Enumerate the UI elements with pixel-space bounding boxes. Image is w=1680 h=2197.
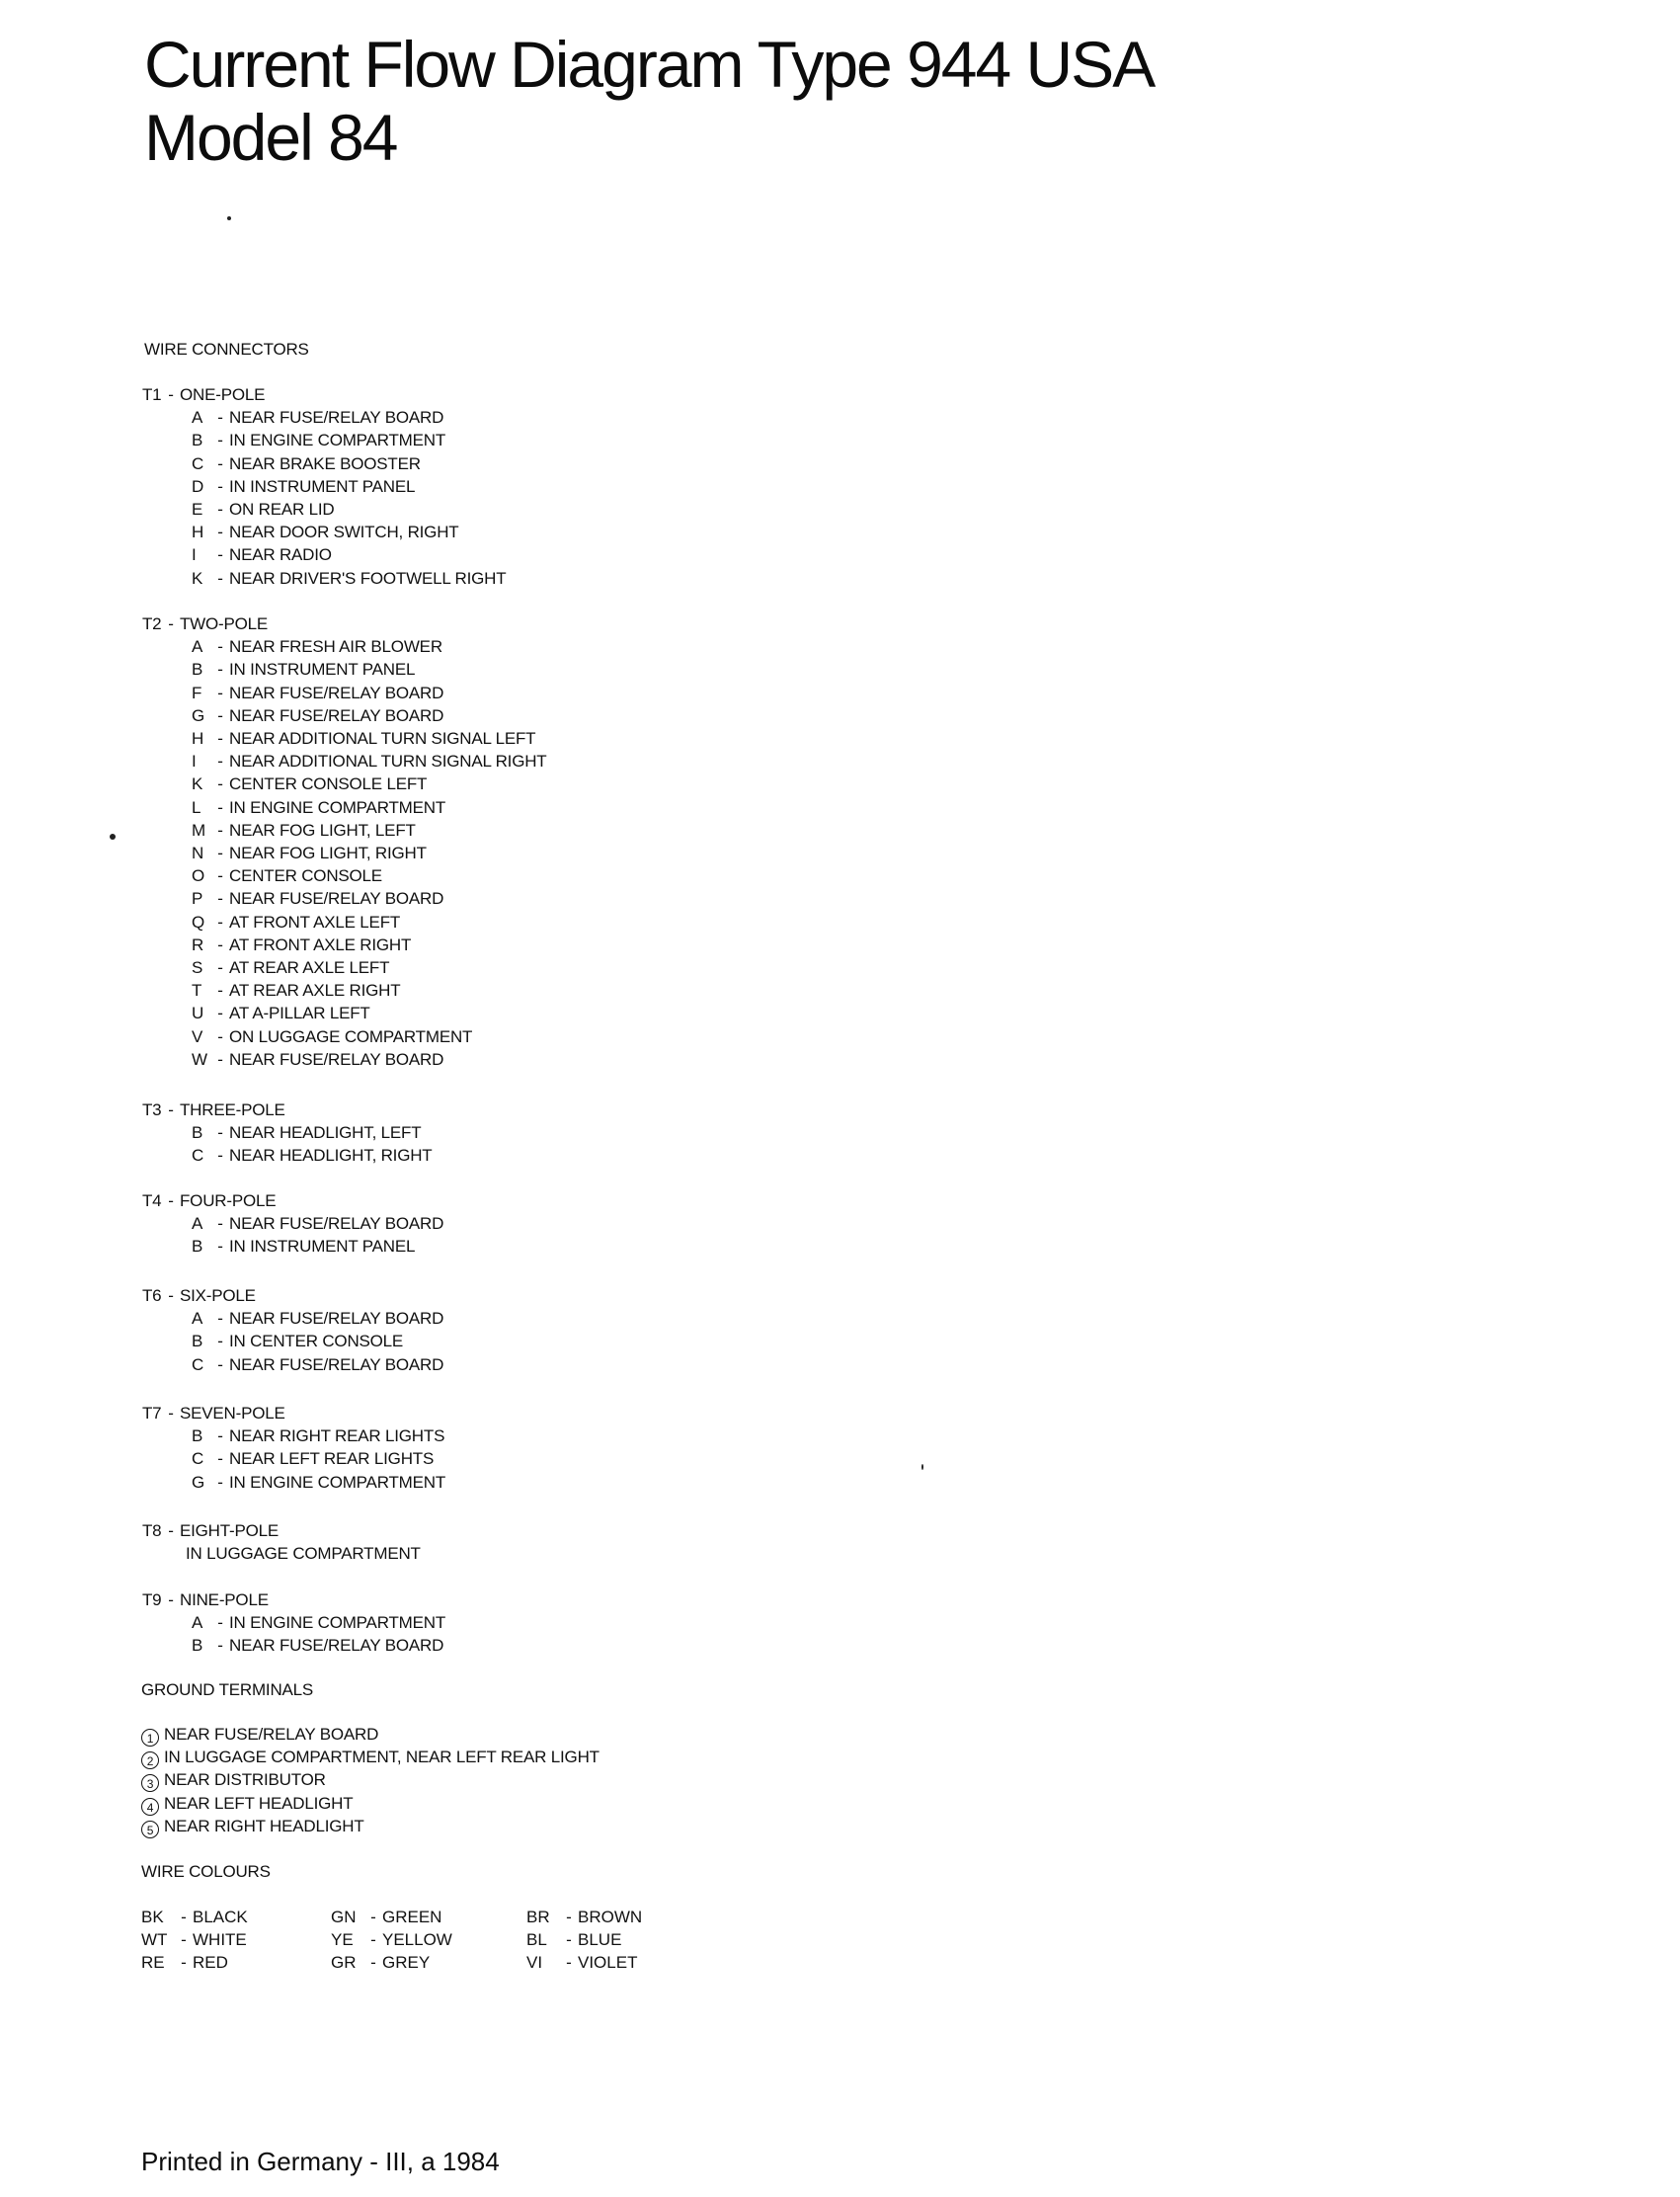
- location-letter: B: [192, 1426, 203, 1446]
- wire-colour-name: GREEN: [382, 1908, 442, 1926]
- location-dash: -: [217, 774, 223, 794]
- location-text: NEAR FRESH AIR BLOWER: [229, 637, 442, 657]
- connector-type: NINE-POLE: [180, 1590, 269, 1609]
- location-text: NEAR HEADLIGHT, LEFT: [229, 1123, 422, 1143]
- ground-terminal-text: NEAR DISTRIBUTOR: [164, 1770, 326, 1790]
- location-letter: K: [192, 774, 203, 794]
- location-dash: -: [217, 981, 223, 1001]
- location-text: IN INSTRUMENT PANEL: [229, 476, 416, 496]
- wire-colour-code: VI: [526, 1953, 543, 1973]
- connector-location: [192, 477, 415, 497]
- connector-location: [192, 545, 332, 565]
- location-letter: H: [192, 729, 204, 748]
- location-text: AT REAR AXLE LEFT: [229, 958, 390, 977]
- connector-location: [192, 1309, 443, 1329]
- wire-colour-entry: [141, 1908, 248, 1927]
- connector-code: T7: [142, 1404, 162, 1423]
- connector-type: EIGHT-POLE: [180, 1521, 280, 1540]
- connector-location: [192, 1636, 443, 1656]
- location-text: NEAR ADDITIONAL TURN SIGNAL RIGHT: [229, 752, 547, 772]
- wire-colour-name: GREY: [382, 1953, 431, 1973]
- location-text: IN ENGINE COMPARTMENT: [229, 797, 446, 817]
- connector-type: TWO-POLE: [180, 614, 269, 633]
- wire-colour-dash: -: [181, 1930, 187, 1950]
- wire-connectors-heading: WIRE CONNECTORS: [144, 340, 309, 359]
- location-dash: -: [217, 1214, 223, 1234]
- ground-number-symbol: 3: [141, 1774, 159, 1792]
- wire-colour-entry: [331, 1953, 430, 1973]
- location-letter: B: [192, 1123, 203, 1143]
- connector-location: [192, 1050, 443, 1070]
- location-dash: -: [217, 705, 223, 725]
- connector-type: FOUR-POLE: [180, 1191, 277, 1210]
- connector-location: [192, 752, 547, 772]
- location-text: NEAR FUSE/RELAY BOARD: [229, 1309, 444, 1329]
- location-letter: C: [192, 1449, 204, 1469]
- wire-colour-name: WHITE: [193, 1930, 247, 1950]
- location-text: NEAR FOG LIGHT, LEFT: [229, 820, 416, 840]
- location-dash: -: [217, 1026, 223, 1046]
- wire-colour-entry: [141, 1930, 247, 1950]
- connector-location: [192, 1355, 443, 1375]
- connector-location: [192, 1004, 370, 1023]
- connector-location: [192, 866, 382, 886]
- title-line-2: Model 84: [144, 101, 397, 174]
- connector-location: [192, 408, 443, 428]
- location-dash: -: [217, 637, 223, 657]
- location-dash: -: [217, 912, 223, 932]
- wire-colour-code: YE: [331, 1930, 354, 1950]
- location-letter: C: [192, 1146, 204, 1166]
- connector-code: T9: [142, 1590, 162, 1609]
- connector-code: T1: [142, 385, 162, 404]
- ground-terminal-item: [141, 1770, 326, 1792]
- location-dash: -: [217, 1449, 223, 1469]
- connector-location: [192, 660, 415, 680]
- connector-code: T3: [142, 1100, 162, 1119]
- location-letter: B: [192, 1636, 203, 1656]
- location-letter: I: [192, 545, 197, 565]
- connector-dash: -: [168, 614, 174, 633]
- location-text: NEAR HEADLIGHT, RIGHT: [229, 1146, 433, 1166]
- location-letter: K: [192, 568, 203, 588]
- connector-location: [192, 1027, 472, 1047]
- location-text: AT REAR AXLE RIGHT: [229, 981, 401, 1001]
- wire-colour-dash: -: [566, 1908, 572, 1926]
- ground-terminal-item: [141, 1794, 353, 1816]
- connector-group-heading: [142, 1590, 269, 1610]
- title-line-1: Current Flow Diagram Type 944 USA: [144, 28, 1155, 101]
- wire-colour-dash: -: [566, 1953, 572, 1973]
- wire-colour-entry: [331, 1930, 452, 1950]
- location-letter: M: [192, 820, 205, 840]
- connector-location: [192, 821, 416, 841]
- location-text: NEAR FUSE/RELAY BOARD: [229, 1636, 444, 1656]
- wire-colour-dash: -: [181, 1908, 187, 1926]
- wire-colour-name: YELLOW: [382, 1930, 452, 1950]
- location-letter: B: [192, 431, 203, 450]
- location-text: NEAR FUSE/RELAY BOARD: [229, 1049, 444, 1069]
- connector-location: [192, 1123, 421, 1143]
- connector-dash: -: [168, 1286, 174, 1305]
- location-text: AT A-PILLAR LEFT: [229, 1004, 370, 1023]
- location-dash: -: [217, 500, 223, 519]
- wire-colour-code: BL: [526, 1930, 547, 1950]
- connector-location: [192, 1613, 445, 1633]
- wire-colour-dash: -: [370, 1930, 376, 1950]
- connector-location: [192, 500, 334, 520]
- location-dash: -: [217, 1123, 223, 1143]
- location-letter: S: [192, 958, 203, 977]
- location-text: NEAR DOOR SWITCH, RIGHT: [229, 523, 459, 542]
- location-dash: -: [217, 1613, 223, 1633]
- location-text: NEAR FUSE/RELAY BOARD: [229, 683, 444, 702]
- location-dash: -: [217, 453, 223, 473]
- location-dash: -: [217, 1636, 223, 1656]
- wire-colour-dash: -: [566, 1930, 572, 1950]
- location-text: ON REAR LID: [229, 500, 335, 519]
- location-letter: H: [192, 523, 204, 542]
- wire-colour-code: BR: [526, 1908, 550, 1926]
- connector-dash: -: [168, 1100, 174, 1119]
- location-dash: -: [217, 1004, 223, 1023]
- connector-code: T4: [142, 1191, 162, 1210]
- location-letter: A: [192, 1309, 203, 1329]
- connector-location: [192, 844, 427, 863]
- scan-speck: [227, 216, 231, 220]
- wire-colour-dash: -: [181, 1953, 187, 1973]
- connector-dash: -: [168, 1404, 174, 1423]
- location-dash: -: [217, 866, 223, 886]
- wire-colour-name: VIOLET: [578, 1953, 638, 1973]
- connector-location: [192, 981, 400, 1001]
- connector-group-heading: [142, 1100, 285, 1120]
- connector-location: [192, 569, 506, 589]
- ground-terminal-text: NEAR LEFT HEADLIGHT: [164, 1793, 354, 1813]
- connector-code: T6: [142, 1286, 162, 1305]
- connector-location: [192, 1332, 403, 1351]
- connector-location: [192, 729, 535, 749]
- ground-number-symbol: 1: [141, 1729, 159, 1747]
- connector-code: T8: [142, 1521, 162, 1540]
- connector-location: [192, 1146, 433, 1166]
- location-letter: C: [192, 1354, 204, 1374]
- ground-terminal-text: IN LUGGAGE COMPARTMENT, NEAR LEFT REAR LIGHT: [164, 1748, 600, 1767]
- location-letter: C: [192, 453, 204, 473]
- location-text: AT FRONT AXLE LEFT: [229, 912, 401, 932]
- connector-location: [192, 1473, 445, 1493]
- scan-speck: [921, 1464, 923, 1470]
- connector-dash: -: [168, 1521, 174, 1540]
- location-dash: -: [217, 1354, 223, 1374]
- wire-colour-code: GR: [331, 1953, 357, 1973]
- location-text: IN LUGGAGE COMPARTMENT: [186, 1544, 421, 1564]
- wire-colour-entry: [526, 1953, 637, 1973]
- connector-dash: -: [168, 1191, 174, 1210]
- wire-colour-entry: [331, 1908, 441, 1927]
- location-letter: I: [192, 752, 197, 772]
- connector-group-heading: [142, 614, 268, 634]
- location-letter: A: [192, 637, 203, 657]
- connector-group-heading: [142, 385, 265, 405]
- location-text: IN ENGINE COMPARTMENT: [229, 1613, 446, 1633]
- location-letter: G: [192, 1472, 205, 1492]
- location-text: NEAR ADDITIONAL TURN SIGNAL LEFT: [229, 729, 536, 748]
- location-letter: Q: [192, 912, 205, 932]
- location-dash: -: [217, 844, 223, 862]
- location-dash: -: [217, 523, 223, 542]
- wire-colour-name: BROWN: [578, 1908, 643, 1926]
- location-text: IN CENTER CONSOLE: [229, 1332, 404, 1351]
- location-letter: G: [192, 705, 205, 725]
- location-letter: V: [192, 1026, 203, 1046]
- ground-number-symbol: 5: [141, 1821, 159, 1838]
- location-text: NEAR FUSE/RELAY BOARD: [229, 408, 444, 428]
- location-text: IN ENGINE COMPARTMENT: [229, 431, 446, 450]
- print-footer: Printed in Germany - III, a 1984: [141, 2147, 500, 2176]
- location-text: CENTER CONSOLE LEFT: [229, 774, 428, 794]
- ground-terminal-text: NEAR RIGHT HEADLIGHT: [164, 1816, 364, 1835]
- location-letter: P: [192, 889, 203, 909]
- location-dash: -: [217, 1426, 223, 1446]
- connector-group-heading: [142, 1404, 285, 1424]
- wire-colour-code: BK: [141, 1908, 164, 1926]
- location-letter: B: [192, 1332, 203, 1351]
- wire-colour-code: RE: [141, 1953, 165, 1973]
- location-dash: -: [217, 660, 223, 680]
- page-title: [144, 28, 1154, 174]
- location-text: NEAR RADIO: [229, 545, 332, 565]
- connector-group-heading: [142, 1286, 256, 1306]
- location-dash: -: [217, 408, 223, 428]
- location-letter: D: [192, 476, 204, 496]
- location-dash: -: [217, 568, 223, 588]
- connector-dash: -: [168, 1590, 174, 1609]
- connector-location: [192, 1426, 444, 1446]
- connector-group-heading: [142, 1191, 276, 1211]
- location-text: NEAR DRIVER'S FOOTWELL RIGHT: [229, 568, 507, 588]
- location-dash: -: [217, 1472, 223, 1492]
- location-dash: -: [217, 1237, 223, 1257]
- connector-location: [192, 706, 443, 726]
- location-text: NEAR RIGHT REAR LIGHTS: [229, 1426, 445, 1446]
- location-letter: A: [192, 1214, 203, 1234]
- connector-location: [192, 1449, 434, 1469]
- ground-number-symbol: 4: [141, 1798, 159, 1816]
- location-letter: A: [192, 408, 203, 428]
- wire-colour-entry: [526, 1908, 642, 1927]
- ground-terminal-item: [141, 1725, 378, 1747]
- connector-location: [192, 684, 443, 703]
- ground-terminal-item: [141, 1748, 600, 1769]
- location-dash: -: [217, 820, 223, 840]
- location-letter: L: [192, 797, 201, 817]
- location-dash: -: [217, 683, 223, 702]
- location-letter: F: [192, 683, 202, 702]
- ground-terminals-heading: GROUND TERMINALS: [141, 1680, 314, 1699]
- location-letter: R: [192, 935, 204, 954]
- location-dash: -: [217, 797, 223, 817]
- location-letter: B: [192, 1237, 203, 1257]
- location-dash: -: [217, 958, 223, 977]
- ground-terminal-text: NEAR FUSE/RELAY BOARD: [164, 1725, 379, 1744]
- scan-speck: [110, 834, 116, 840]
- connector-dash: -: [168, 385, 174, 404]
- connector-type: THREE-POLE: [180, 1100, 285, 1119]
- location-dash: -: [217, 1309, 223, 1329]
- wire-colour-name: RED: [193, 1953, 228, 1973]
- location-letter: T: [192, 981, 202, 1001]
- connector-location: [192, 431, 445, 450]
- location-text: IN INSTRUMENT PANEL: [229, 1237, 416, 1257]
- connector-location: [192, 1237, 415, 1257]
- location-dash: -: [217, 545, 223, 565]
- connector-location: [192, 1214, 443, 1234]
- location-dash: -: [217, 935, 223, 954]
- connector-location: [192, 798, 445, 818]
- location-text: IN INSTRUMENT PANEL: [229, 660, 416, 680]
- connector-location: [192, 637, 442, 657]
- wire-colours-heading: WIRE COLOURS: [141, 1862, 271, 1881]
- connector-location: [192, 774, 427, 794]
- wire-colour-code: WT: [141, 1930, 168, 1950]
- location-text: IN ENGINE COMPARTMENT: [229, 1472, 446, 1492]
- location-dash: -: [217, 431, 223, 450]
- location-dash: -: [217, 1332, 223, 1351]
- connector-code: T2: [142, 614, 162, 633]
- location-dash: -: [217, 1146, 223, 1166]
- wire-colour-dash: -: [370, 1908, 376, 1926]
- location-text: NEAR FUSE/RELAY BOARD: [229, 889, 444, 909]
- wire-colour-dash: -: [370, 1953, 376, 1973]
- connector-location: [192, 889, 443, 909]
- connector-location: [192, 913, 400, 933]
- location-dash: -: [217, 1049, 223, 1069]
- connector-group-heading: [142, 1521, 279, 1541]
- location-text: NEAR FOG LIGHT, RIGHT: [229, 844, 427, 862]
- connector-type: SEVEN-POLE: [180, 1404, 285, 1423]
- location-letter: E: [192, 500, 203, 519]
- location-text: NEAR FUSE/RELAY BOARD: [229, 705, 444, 725]
- location-dash: -: [217, 476, 223, 496]
- location-letter: U: [192, 1004, 204, 1023]
- connector-location: [186, 1544, 421, 1564]
- connector-location: [192, 936, 411, 955]
- location-dash: -: [217, 729, 223, 748]
- location-letter: A: [192, 1613, 203, 1633]
- location-letter: N: [192, 844, 204, 862]
- location-dash: -: [217, 752, 223, 772]
- wire-colour-code: GN: [331, 1908, 357, 1926]
- connector-location: [192, 454, 421, 474]
- location-text: AT FRONT AXLE RIGHT: [229, 935, 412, 954]
- location-letter: B: [192, 660, 203, 680]
- location-text: NEAR LEFT REAR LIGHTS: [229, 1449, 435, 1469]
- connector-type: SIX-POLE: [180, 1286, 256, 1305]
- location-text: NEAR BRAKE BOOSTER: [229, 453, 421, 473]
- wire-colour-entry: [526, 1930, 621, 1950]
- wire-colour-name: BLUE: [578, 1930, 622, 1950]
- location-letter: W: [192, 1049, 207, 1069]
- location-text: CENTER CONSOLE: [229, 866, 382, 886]
- location-text: ON LUGGAGE COMPARTMENT: [229, 1026, 473, 1046]
- location-text: NEAR FUSE/RELAY BOARD: [229, 1354, 444, 1374]
- wire-colour-name: BLACK: [193, 1908, 248, 1926]
- ground-number-symbol: 2: [141, 1751, 159, 1769]
- connector-type: ONE-POLE: [180, 385, 266, 404]
- connector-location: [192, 523, 458, 542]
- ground-terminal-item: [141, 1817, 364, 1838]
- wire-colour-entry: [141, 1953, 228, 1973]
- location-text: NEAR FUSE/RELAY BOARD: [229, 1214, 444, 1234]
- location-letter: O: [192, 866, 205, 886]
- location-dash: -: [217, 889, 223, 909]
- connector-location: [192, 958, 389, 978]
